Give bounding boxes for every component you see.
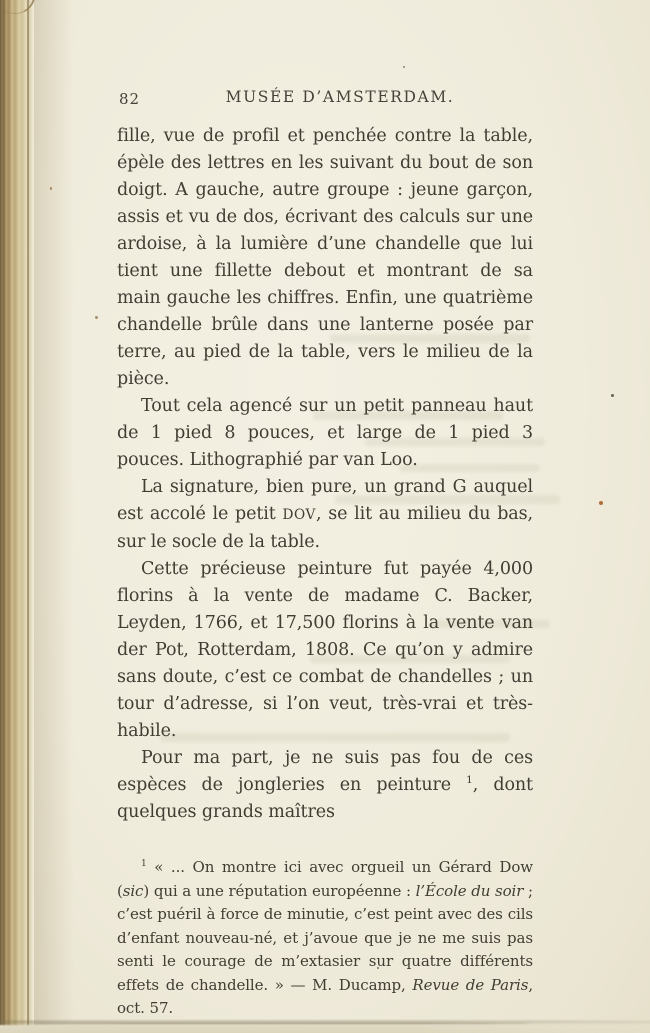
page-edge-line <box>30 1023 530 1025</box>
body-text <box>117 123 533 826</box>
paragraph: Cette précieuse peinture fut payée 4,000 florins à la vente de madame C. Backer, Leyden, 1766, et 17,500 florins à la vente van der Pot, Rotterdam, 1808. Ce qu’on y admire sans doute, c’est ce combat de chandelles ; un tour d’adresse, si l’on veut, très-vrai et très-habile. <box>117 559 533 741</box>
text-column <box>117 88 533 1021</box>
paragraph: Tout cela agencé sur un petit panneau haut de 1 pied 8 pouces, et large de 1 pied 3 pouces. Lithographié par van Loo. <box>117 396 533 470</box>
paragraph: fille, vue de profil et penchée contre la table, épèle des lettres en les suivant du bout de son doigt. A gauche, autre groupe : jeune garçon, assis et vu de dos, écrivant des calculs sur une ardoise, à la lumière d’une chandelle que lui tient une fillette debout et montrant de sa main gauche les chiffres. Enfin, une quatrième chandelle brûle dans une lanterne posée par terre, au pied de la table, vers le milieu de la pièce. <box>117 126 533 389</box>
page-number: 82 <box>119 90 141 108</box>
foxing-speck <box>95 316 98 319</box>
footnote <box>117 856 533 1021</box>
foxing-speck <box>50 187 52 190</box>
foxing-speck <box>599 501 603 505</box>
foxing-speck <box>403 66 405 68</box>
paragraph: Pour ma part, je ne suis pas fou de ces espèces de jongleries en peinture $^1$, dont quelques grands maîtres <box>117 748 533 822</box>
footnote-text: $^1$ « ... On montre ici avec orgueil un Gérard Dow (sic) qui a une réputation européenne : l’École du soir ; c’est puéril à force de minutie, c’est peint avec des cils d’enfant nouveau-né, et j’avoue que je ne me suis pas senti le courage de m’extasier sur quatre différents effets de chandelle. » — M. Ducamp, Revue de Paris, oct. 57. <box>117 858 533 1017</box>
running-title: MUSÉE D’AMSTERDAM. <box>225 88 455 106</box>
gutter-shadow <box>34 0 74 1033</box>
page-bottom-edge <box>0 1019 650 1033</box>
page-header <box>117 88 533 108</box>
foxing-speck <box>611 394 614 397</box>
binding-edge-line <box>27 0 29 1033</box>
paragraph: La signature, bien pure, un grand G auquel est accolé le petit DOV, se lit au milieu du bas, sur le socle de la table. <box>117 477 533 552</box>
